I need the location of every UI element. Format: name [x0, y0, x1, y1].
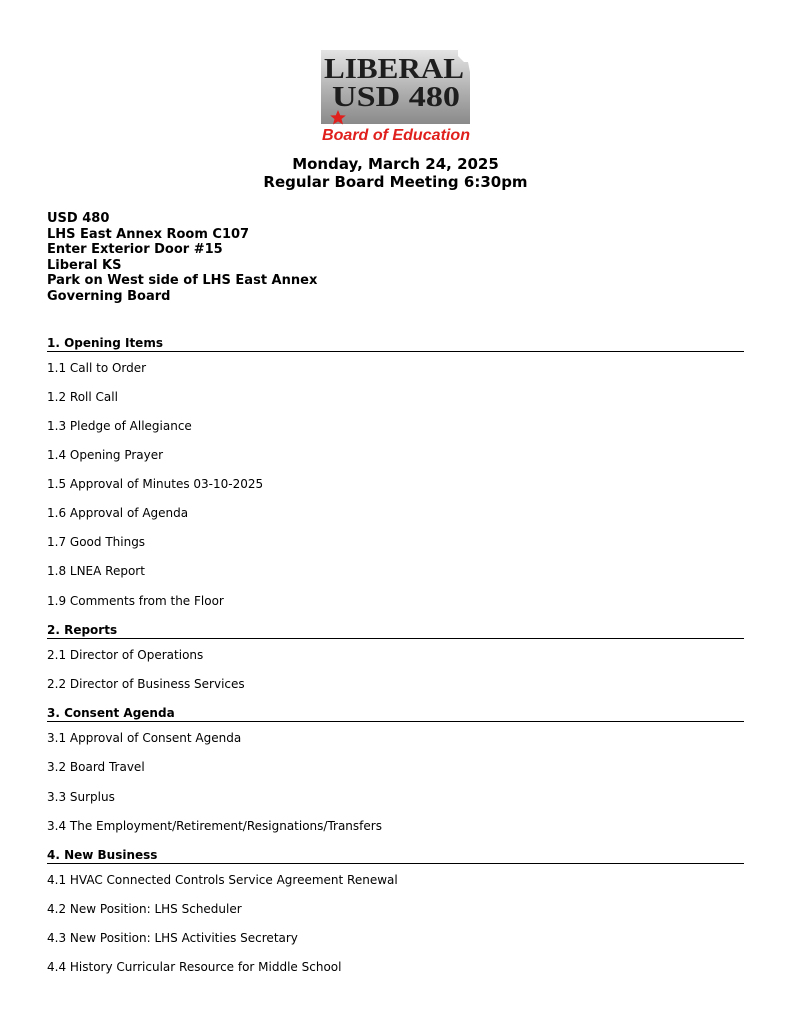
section-header: 4. New Business	[47, 848, 744, 864]
agenda-item: 1.9 Comments from the Floor	[47, 594, 224, 608]
agenda-item: 3.4 The Employment/Retirement/Resignations/Transfers	[47, 819, 382, 833]
info-line: Enter Exterior Door #15	[47, 242, 223, 258]
logo-line2: USD 480	[332, 81, 460, 113]
agenda-item: 2.1 Director of Operations	[47, 648, 204, 662]
meeting-info	[47, 211, 317, 305]
agenda-item: 4.4 History Curricular Resource for Middle School	[47, 960, 342, 974]
section-header: 1. Opening Items	[47, 336, 744, 352]
agenda-item: 1.3 Pledge of Allegiance	[47, 419, 192, 433]
info-line: Governing Board	[47, 288, 171, 304]
agenda-item: 1.4 Opening Prayer	[47, 448, 164, 462]
info-line: Park on West side of LHS East Annex	[47, 273, 318, 289]
agenda-item: 1.7 Good Things	[47, 535, 146, 549]
info-line: USD 480	[47, 211, 110, 226]
agenda-item: 4.3 New Position: LHS Activities Secretary	[47, 931, 298, 945]
agenda-item: 1.8 LNEA Report	[47, 564, 145, 578]
meeting-date: Monday, March 24, 2025	[292, 155, 499, 173]
info-line: Liberal KS	[47, 257, 122, 273]
agenda-item: 3.3 Surplus	[47, 790, 115, 804]
agenda-item: 1.1 Call to Order	[47, 361, 147, 375]
meeting-type: Regular Board Meeting 6:30pm	[263, 173, 528, 191]
agenda-item: 4.2 New Position: LHS Scheduler	[47, 902, 242, 916]
logo-line1: LIBERAL	[324, 53, 464, 85]
agenda-item: 4.1 HVAC Connected Controls Service Agreement Renewal	[47, 873, 398, 887]
agenda-item: 3.1 Approval of Consent Agenda	[47, 731, 242, 745]
logo-tagline: Board of Education	[322, 127, 471, 144]
agenda-item: 1.6 Approval of Agenda	[47, 506, 189, 520]
district-logo	[318, 48, 474, 144]
agenda-item: 3.2 Board Travel	[47, 760, 145, 774]
section-header: 3. Consent Agenda	[47, 706, 744, 722]
info-line: LHS East Annex Room C107	[47, 226, 250, 242]
agenda-item: 2.2 Director of Business Services	[47, 677, 245, 691]
agenda-item: 1.5 Approval of Minutes 03-10-2025	[47, 477, 264, 491]
agenda-item: 1.2 Roll Call	[47, 390, 118, 404]
section-header: 2. Reports	[47, 623, 744, 639]
